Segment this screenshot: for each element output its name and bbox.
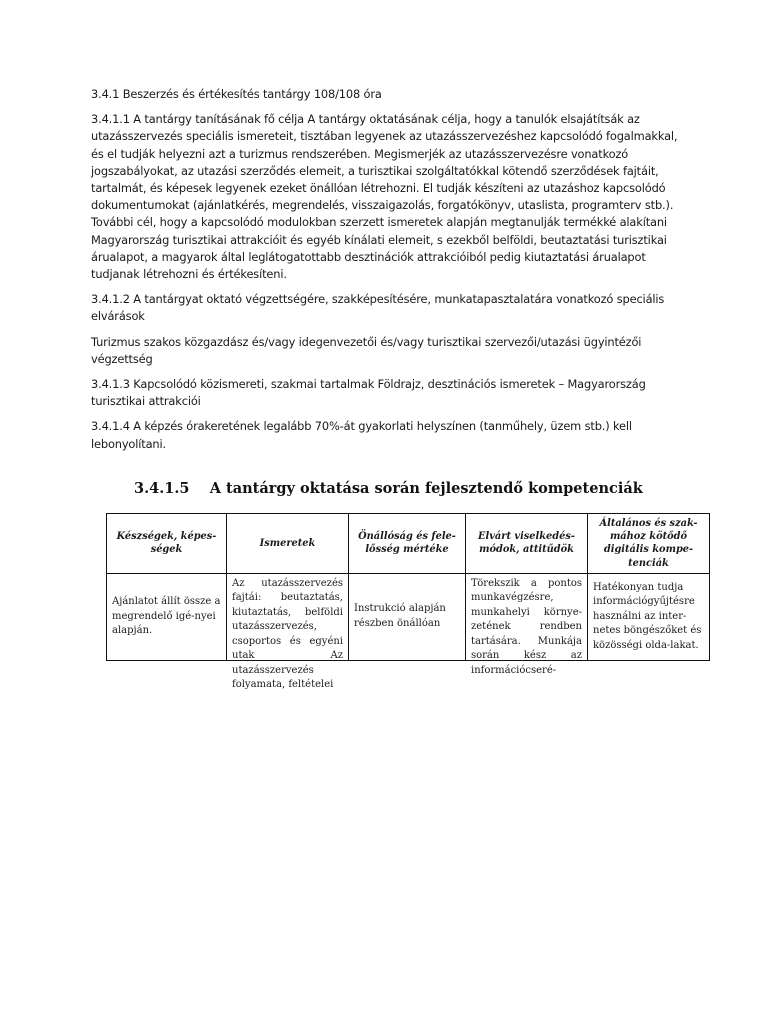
table-header-cell: Általános és szak-mához kötődő digitális kompe-tenciák bbox=[588, 514, 710, 574]
cell-text: Hatékonyan tudja információgyűjtésre használni az inter-netes böngészőket és közösségi olda-lakat. bbox=[593, 581, 702, 651]
heading-3-4-1: 3.4.1 Beszerzés és értékesítés tantárgy 108/108 óra bbox=[91, 87, 382, 101]
cell-text: Instrukció alapján részben önállóan bbox=[354, 603, 446, 629]
cell-text: Az utazásszervezés fajtái: beutaztatás, kiutaztatás, belföldi utazásszervezés, csoportos és egyéni utak Az utazásszervezés folyamata, feltételei bbox=[232, 577, 343, 691]
table-header-row bbox=[107, 514, 710, 574]
paragraph-3-4-1-1: 3.4.1.1 A tantárgy tanításának fő célja A tantárgy oktatásának célja, hogy a tanulók elsajátítsák az utazásszervezés speciális ismereteit, tisztában legyenek az utazásszervezéshez kapcsolódó fogalmakkal, és el tudják helyezni azt a turizmus rendszerében. Megismerjék az utazásszervezésre vonatkozó jogszabályokat, az utazási szerződés elemeit, a turisztikai szolgáltatókkal kötendő szerződések fajtáit, tartalmát, és képesek legyenek ezeket önállóan létrehozni. El tudják készíteni az utazáshoz kapcsolódó dokumentumokat (ajánlatkérés, megrendelés, visszaigazolás, forgatókönyv, utaslista, programterv stb.). További cél, hogy a kapcsolódó modulokban szerzett ismeretek alapján megtanulják termékké alakítani Magyarország turisztikai attrakcióit és egyéb kínálati elemeit, s ezekből belföldi, beutaztatási turisztikai árualapot, a magyarok által leglátogatottabb desztinációk attrakcióiból pedig kiutaztatási árualapot tudjanak létrehozni és értékesíteni. bbox=[91, 112, 678, 282]
table-cell bbox=[227, 573, 349, 691]
table-cell bbox=[107, 573, 227, 660]
table-cell bbox=[349, 573, 466, 660]
paragraph-3-4-1-3: 3.4.1.3 Kapcsolódó közismereti, szakmai tartalmak Földrajz, desztinációs ismeretek – Magyarország turisztikai attrakciói bbox=[91, 377, 646, 409]
table-row bbox=[107, 573, 710, 660]
table-cell bbox=[466, 573, 588, 676]
table-cell bbox=[588, 573, 710, 660]
cell-text: Ajánlatot állít össze a megrendelő igé-nyei alapján. bbox=[112, 596, 221, 637]
table-header-cell: Önállóság és fele-lősség mértéke bbox=[349, 514, 466, 574]
paragraph-requirements: Turizmus szakos közgazdász és/vagy idegenvezetői és/vagy turisztikai szervezői/utazási ügyintézői végzettség bbox=[91, 334, 642, 366]
text-body bbox=[91, 86, 681, 461]
competency-table bbox=[106, 513, 710, 691]
paragraph-3-4-1-2: 3.4.1.2 A tantárgyat oktató végzettségére, szakképesítésére, munkatapasztalatára vonatkozó speciális elvárások bbox=[91, 292, 665, 324]
table-header-cell: Készségek, képes-ségek bbox=[107, 514, 227, 574]
section-title-3-4-1-5: 3.4.1.5 A tantárgy oktatása során fejlesztendő kompetenciák bbox=[134, 480, 643, 497]
paragraph-3-4-1-4: 3.4.1.4 A képzés órakeretének legalább 70%-át gyakorlati helyszínen (tanműhely, üzem stb.) kell lebonyolítani. bbox=[91, 419, 632, 451]
table-header-cell: Ismeretek bbox=[227, 514, 349, 574]
table-header-cell: Elvárt viselkedés-módok, attitűdök bbox=[466, 514, 588, 574]
cell-text: Törekszik a pontos munkavégzésre, munkahelyi környe-zetének rendben tartására. Munkája során kész az információcseré- bbox=[471, 577, 582, 676]
